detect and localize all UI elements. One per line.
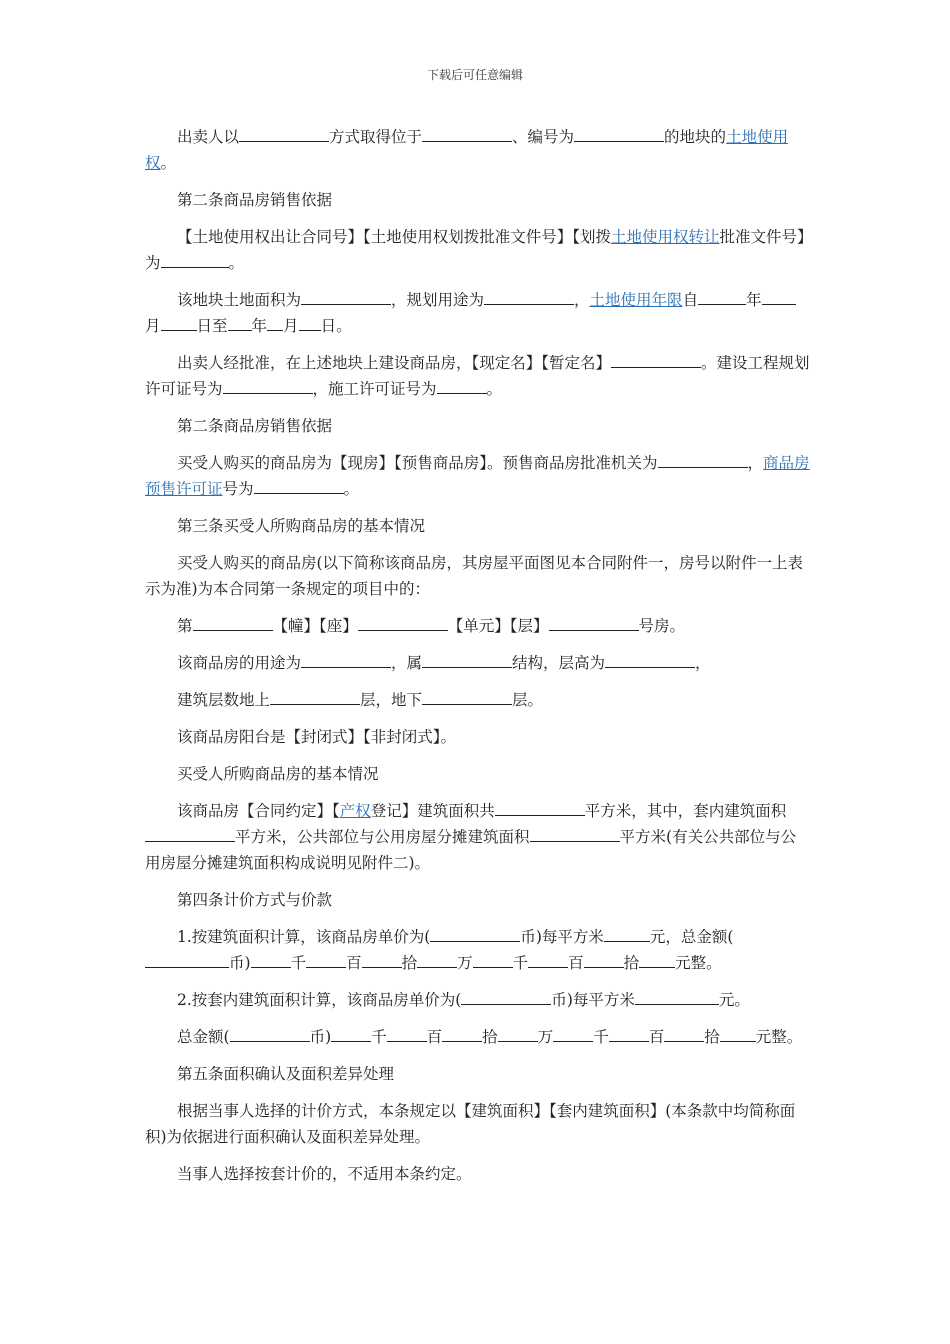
paragraph-usage bbox=[145, 650, 810, 676]
text: 号房。 bbox=[638, 617, 686, 635]
text: ， bbox=[695, 654, 711, 672]
text: 元。 bbox=[718, 991, 750, 1009]
blank-field[interactable] bbox=[145, 824, 235, 842]
blank-field[interactable] bbox=[574, 124, 664, 142]
section-heading: 第四条计价方式与价款 bbox=[177, 891, 333, 909]
text: 建筑层数地上 bbox=[177, 691, 271, 709]
blank-field[interactable] bbox=[362, 950, 402, 968]
text: 【幢】【座】 bbox=[272, 617, 358, 635]
paragraph-floor-area bbox=[145, 798, 810, 876]
blank-field[interactable] bbox=[270, 687, 360, 705]
blank-field[interactable] bbox=[422, 124, 512, 142]
blank-field[interactable] bbox=[553, 1024, 593, 1042]
text: 年 bbox=[251, 317, 268, 335]
paragraph-land-area bbox=[145, 287, 810, 339]
page-header: 下载后可任意编辑 bbox=[426, 68, 523, 82]
text: 百 bbox=[346, 954, 362, 972]
property-right-link[interactable]: 产权 bbox=[339, 802, 371, 820]
blank-field[interactable] bbox=[639, 950, 675, 968]
land-use-term-link[interactable]: 土地使用年限 bbox=[589, 291, 683, 309]
text: 千 bbox=[593, 1028, 609, 1046]
text: 币)每平方米 bbox=[520, 928, 604, 946]
text: 【土地使用权出让合同号】【土地使用权划拨批准文件号】【划拨 bbox=[177, 228, 612, 246]
text: 。 bbox=[160, 154, 177, 172]
blank-field[interactable] bbox=[422, 687, 512, 705]
text: 平方米，其中，套内建筑面积 bbox=[584, 802, 787, 820]
text: 第 bbox=[177, 617, 193, 635]
blank-field[interactable] bbox=[254, 476, 344, 494]
text: 币)每平方米 bbox=[551, 991, 635, 1009]
blank-field[interactable] bbox=[193, 613, 273, 631]
blank-field[interactable] bbox=[495, 798, 585, 816]
blank-field[interactable] bbox=[301, 650, 391, 668]
blank-field[interactable] bbox=[720, 1024, 756, 1042]
text: 千 bbox=[512, 954, 529, 972]
paragraph-property-desc: 买受人购买的商品房(以下简称该商品房，其房屋平面图见本合同附件一，房号以附件一上表示为准)为本合同第一条规定的项目中的： bbox=[145, 554, 804, 598]
text: 买受人购买的商品房为【现房】【预售商品房】。预售商品房批准机关为 bbox=[177, 454, 658, 472]
blank-field[interactable] bbox=[228, 313, 252, 331]
blank-field[interactable] bbox=[528, 950, 568, 968]
text: 【单元】【层】 bbox=[447, 617, 549, 635]
text: 结构，层高为 bbox=[512, 654, 606, 672]
section-heading: 第二条商品房销售依据 bbox=[177, 191, 333, 209]
text: 千 bbox=[371, 1028, 387, 1046]
text: ，属 bbox=[391, 654, 423, 672]
text: 。 bbox=[228, 254, 245, 272]
blank-field[interactable] bbox=[611, 350, 701, 368]
text: 拾 bbox=[482, 1028, 498, 1046]
text: 平方米，公共部位与公用房屋分摊建筑面积 bbox=[235, 828, 530, 846]
blank-field[interactable] bbox=[437, 376, 487, 394]
paragraph-contract-number bbox=[145, 224, 810, 276]
blank-field[interactable] bbox=[358, 613, 448, 631]
text: 日。 bbox=[320, 317, 352, 335]
text: 元整。 bbox=[675, 954, 722, 972]
paragraph-land-right bbox=[145, 124, 810, 176]
text: 的地块的 bbox=[664, 128, 727, 146]
text: 总金额( bbox=[177, 1028, 230, 1046]
blank-field[interactable] bbox=[498, 1024, 538, 1042]
text: 该地块土地面积为 bbox=[177, 291, 302, 309]
text: ， bbox=[574, 291, 590, 309]
blank-field[interactable] bbox=[417, 950, 457, 968]
text: 出卖人以 bbox=[177, 128, 240, 146]
section-heading: 第二条商品房销售依据 bbox=[177, 417, 333, 435]
text: 该商品房【合同约定】【 bbox=[177, 802, 340, 820]
blank-field[interactable] bbox=[306, 950, 346, 968]
text: 。建设工程规划许可证号为 bbox=[145, 354, 810, 398]
blank-field[interactable] bbox=[461, 987, 551, 1005]
text: 层，地下 bbox=[360, 691, 423, 709]
text: 号为 bbox=[222, 480, 254, 498]
blank-field[interactable] bbox=[584, 950, 624, 968]
text: ， bbox=[747, 454, 764, 472]
blank-field[interactable] bbox=[484, 287, 574, 305]
text: 出卖人经批准，在上述地块上建设商品房，【现定名】【暂定名】 bbox=[177, 354, 612, 372]
blank-field[interactable] bbox=[442, 1024, 482, 1042]
text: 拾 bbox=[623, 954, 640, 972]
text: 万 bbox=[457, 954, 473, 972]
text: 方式取得位于 bbox=[329, 128, 423, 146]
text: 月 bbox=[283, 317, 299, 335]
blank-field[interactable] bbox=[161, 250, 229, 268]
text: ，规划用途为 bbox=[391, 291, 485, 309]
text: 该商品房的用途为 bbox=[177, 654, 302, 672]
blank-field[interactable] bbox=[604, 924, 650, 942]
text: 、编号为 bbox=[512, 128, 575, 146]
section-heading: 第三条买受人所购商品房的基本情况 bbox=[177, 517, 426, 535]
blank-field[interactable] bbox=[530, 824, 620, 842]
text: 万 bbox=[537, 1028, 554, 1046]
blank-field[interactable] bbox=[387, 1024, 427, 1042]
blank-field[interactable] bbox=[549, 613, 639, 631]
paragraph-unit-number bbox=[145, 613, 810, 639]
blank-field[interactable] bbox=[230, 1024, 310, 1042]
text: 月 bbox=[145, 317, 161, 335]
text: 登记】建筑面积共 bbox=[370, 802, 495, 820]
blank-field[interactable] bbox=[331, 1024, 371, 1042]
paragraph-price-building-area bbox=[145, 924, 810, 976]
text: 币) bbox=[309, 1028, 332, 1046]
text: 元整。 bbox=[755, 1028, 803, 1046]
presale-permit-link[interactable]: 商品房预售许可证 bbox=[145, 454, 810, 498]
text: 。 bbox=[343, 480, 360, 498]
section-heading: 买受人所购商品房的基本情况 bbox=[177, 765, 379, 783]
paragraph-area-confirmation: 根据当事人选择的计价方式，本条规定以【建筑面积】【套内建筑面积】(本条款中均简称面积)为依据进行面积确认及面积差异处理。 bbox=[145, 1102, 796, 1146]
blank-field[interactable] bbox=[299, 313, 321, 331]
paragraph-price-inner-area bbox=[145, 987, 810, 1013]
blank-field[interactable] bbox=[698, 287, 746, 305]
blank-field[interactable] bbox=[762, 287, 796, 305]
section-heading: 第五条面积确认及面积差异处理 bbox=[177, 1065, 395, 1083]
blank-field[interactable] bbox=[251, 950, 291, 968]
blank-field[interactable] bbox=[430, 924, 520, 942]
text: 元，总金额( bbox=[649, 928, 734, 946]
text: 批准文件号】为 bbox=[145, 228, 805, 272]
blank-field[interactable] bbox=[239, 124, 329, 142]
blank-field[interactable] bbox=[473, 950, 513, 968]
land-transfer-link[interactable]: 土地使用权转让 bbox=[611, 228, 720, 246]
text: 币) bbox=[229, 954, 251, 972]
text: 拾 bbox=[401, 954, 418, 972]
blank-field[interactable] bbox=[161, 313, 197, 331]
text: 1.按建筑面积计算，该商品房单价为( bbox=[177, 928, 431, 946]
text: 层。 bbox=[512, 691, 544, 709]
text: 。 bbox=[486, 380, 503, 398]
paragraph-package-pricing: 当事人选择按套计价的，不适用本条约定。 bbox=[177, 1165, 472, 1183]
blank-field[interactable] bbox=[145, 950, 229, 968]
contract-body bbox=[145, 124, 810, 1198]
text: 年 bbox=[746, 291, 762, 309]
paragraph-presale bbox=[145, 450, 810, 502]
text: 百 bbox=[568, 954, 584, 972]
text: 拾 bbox=[704, 1028, 720, 1046]
blank-field[interactable] bbox=[664, 1024, 704, 1042]
text: 百 bbox=[648, 1028, 665, 1046]
blank-field[interactable] bbox=[267, 313, 283, 331]
text: ，施工许可证号为 bbox=[312, 380, 437, 398]
blank-field[interactable] bbox=[658, 450, 748, 468]
paragraph-total-amount bbox=[145, 1024, 810, 1050]
text: 日至 bbox=[196, 317, 228, 335]
blank-field[interactable] bbox=[635, 987, 719, 1005]
text: 2.按套内建筑面积计算，该商品房单价为( bbox=[177, 991, 462, 1009]
paragraph-balcony: 该商品房阳台是【封闭式】【非封闭式】。 bbox=[177, 728, 457, 746]
blank-field[interactable] bbox=[223, 376, 313, 394]
blank-field[interactable] bbox=[605, 650, 695, 668]
text: 平方米(有关公共部位与公用房屋分摊建筑面积构成说明见附件二)。 bbox=[145, 828, 797, 872]
paragraph-floors bbox=[145, 687, 810, 713]
blank-field[interactable] bbox=[609, 1024, 649, 1042]
text: 百 bbox=[426, 1028, 443, 1046]
blank-field[interactable] bbox=[422, 650, 512, 668]
blank-field[interactable] bbox=[301, 287, 391, 305]
text: 千 bbox=[290, 954, 307, 972]
paragraph-approval bbox=[145, 350, 810, 402]
land-use-right-link[interactable]: 土地使用权 bbox=[145, 128, 789, 172]
text: 自 bbox=[682, 291, 699, 309]
